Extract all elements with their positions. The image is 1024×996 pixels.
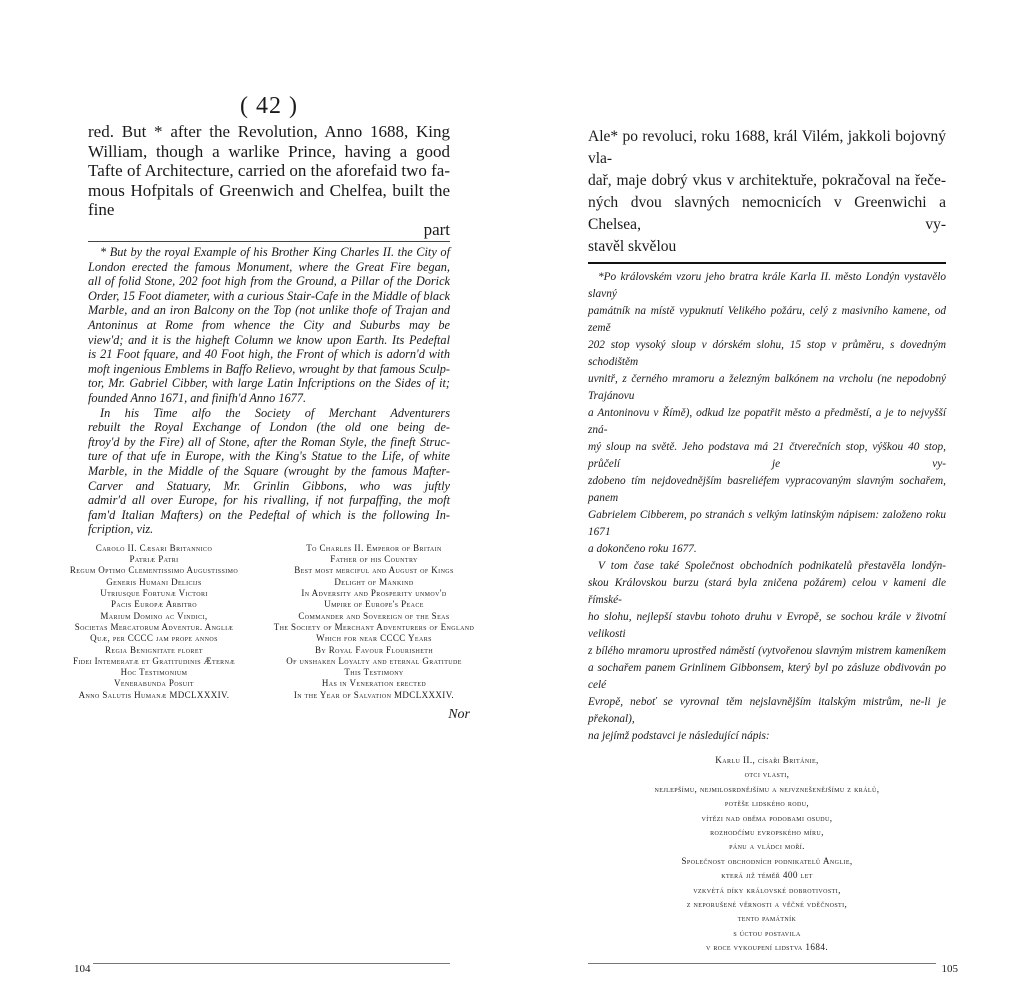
inscription-line: potěše lidského rodu, <box>724 798 810 809</box>
footnote-line: rebuilt the Royal Exchange of London (the old one being de- <box>88 420 450 435</box>
inscription-line: Anno Salutis Humanæ MDCLXXXIV. <box>78 689 230 700</box>
footnote-line: In his Time alfo the Society of Merchant Adventurers <box>100 405 450 420</box>
inscription-line: Delight of Mankind <box>334 576 414 587</box>
facsimile-footnote <box>88 245 450 537</box>
text-line: ných dvou slavných nemocnicích v Greenwichi a Chelsea, vy- <box>588 194 946 233</box>
text-line: Tafte of Architecture, carried on the aforefaid two fa- <box>88 161 450 180</box>
footnote-line: is 21 Foot fquare, and 40 Foot high, the Front of which is adorn'd with <box>88 347 450 362</box>
inscription-line: Karlu II., císaři Británie, <box>715 755 819 765</box>
footnote-line: uvnitř, z černého mramoru a železným balkónem na vrcholu (ne nepodobný Trajánovu <box>588 373 946 402</box>
footnote-line: Marble, and an iron Balcony on the Top (not unlike thofe of Trajan and <box>88 303 450 318</box>
footnote-line: ho slohu, nejlepší stavbu tohoto druhu v Evropě, se sochou krále v životní velikosti <box>588 611 946 640</box>
inscription-line: vzkvétá díky královské dobrotivosti, <box>693 884 841 895</box>
footnote-line: London erected the famous Monument, where the Great Fire began, <box>88 259 450 274</box>
inscription-line: Quæ, per CCCC jam prope annos <box>90 633 218 644</box>
inscription-line: otci vlasti, <box>744 769 790 780</box>
footnote-line: na jejímž podstavci je následující nápis: <box>588 730 770 742</box>
facsimile-page-number: ( 42 ) <box>240 93 298 119</box>
footnote-line: 202 stop vysoký sloup v dórském slohu, 15 stop v průměru, s dovedným schodištěm <box>588 339 946 368</box>
inscription-line: Of unshaken Loyalty and eternal Gratitude <box>286 655 462 666</box>
inscription-line: Patriæ Patri <box>129 554 179 565</box>
inscription-line: Utriusque Fortunæ Victori <box>100 588 208 599</box>
footnote-line: památník na místě vypuknutí Velikého požáru, celý z masivního kamene, od země <box>588 305 946 334</box>
inscription-line: The Society of Merchant Adventurers of England <box>273 621 475 632</box>
inscription-line: pánu a vládci moří. <box>729 841 805 852</box>
inscription-line: Venerabunda Posuit <box>114 678 194 689</box>
footnote-line: z bílého mramoru uprostřed náměstí (vytvořenou slavným mistrem kameníkem <box>588 645 946 657</box>
english-inscription <box>270 543 478 701</box>
text-line: stavěl skvělou <box>588 238 677 255</box>
inscription-line: Společnost obchodních podnikatelů Anglie, <box>681 855 853 866</box>
text-line: dař, maje dobrý vkus v architektuře, pokračoval na řeče- <box>588 172 946 189</box>
latin-inscription <box>48 543 260 701</box>
footnote-line: a Antoninovu v Římě), odkud lze popatřit město a předměstí, a je to nejvyšší zná- <box>588 407 946 436</box>
inscription-line: Commander and Sovereign of the Seas <box>298 610 450 621</box>
inscription-line: tento památník <box>737 913 797 924</box>
inscription-line: Carolo II. Cæsari Britannico <box>95 542 213 553</box>
inscription-line: This Testimony <box>344 667 404 678</box>
translation-main-text <box>588 126 946 258</box>
footnote-line: fam'd Italian Mafters) on the Pedeftal of which is the following In- <box>88 507 450 522</box>
translation-footnote <box>588 269 946 745</box>
footnote-line: admir'd all over Europe, for his rivalling, if not furpaffing, the moft <box>88 493 450 508</box>
inscription-line: Regum Optimo Clementissimo Augustissimo <box>69 565 239 576</box>
inscription-line: Father of his Country <box>330 554 418 565</box>
footnote-line: zdobeno tím nejdovednějším basreliéfem vypracovaným slavným sochařem, panem <box>588 475 946 504</box>
inscription-line: vítězi nad oběma podobami osudu, <box>701 812 833 823</box>
text-line: Ale* po revoluci, roku 1688, král Vilém, jakkoli bojovný vla- <box>588 128 946 167</box>
footnote-line: mý sloup na světě. Jeho podstava má 21 čtverečních stop, výškou 40 stop, průčelí je vy- <box>588 441 946 470</box>
inscription-line: Fidei Intemeratæ et Gratitudinis Æternæ <box>72 655 236 666</box>
footnote-line: Order, 15 Foot diameter, with a curious Stair-Cafe in the Middle of black <box>88 288 450 303</box>
folio-row <box>74 955 450 976</box>
inscription-line: Best most merciful and August of Kings <box>294 565 454 576</box>
catchword: Nor <box>448 707 470 723</box>
footnote-line: ture of that ufe in Europe, with the King's Statue to the Life, of white <box>88 449 450 464</box>
inscription-line: z neporušené věrnosti a věčné vděčnosti, <box>686 899 848 910</box>
footnote-line: Gabrielem Cibberem, po stranách s velkým latinským nápisem: založeno roku 1671 <box>588 509 946 538</box>
inscription-line: nejlepšímu, nejmilosrdnějšímu a nejvznešenějšímu z králů, <box>654 783 880 794</box>
czech-inscription <box>588 753 946 955</box>
facsimile-main-text <box>88 122 450 239</box>
text-line: mous Hofpitals of Greenwich and Chelfea, built the fine <box>88 180 450 219</box>
folio-rule <box>588 963 936 964</box>
inscription-line: v roce vykoupení lidstva 1684. <box>705 942 829 953</box>
footnote-line: view'd; and it is the higheft Column we know upon Earth. Its Pedeftal <box>88 332 450 347</box>
inscription-line: To Charles II. Emperor of Britain <box>306 542 442 553</box>
footnote-line: all of folid Stone, 202 foot high from the Ground, a Pillar of the Dorick <box>88 274 450 289</box>
footnote-rule <box>88 241 450 242</box>
folio-number: 105 <box>941 962 958 975</box>
inscription-line: By Royal Favour Flourisheth <box>314 644 434 655</box>
inscription-line: In Adversity and Prosperity unmov'd <box>301 588 447 599</box>
footnote-line: V tom čase také Společnost obchodních podnikatelů přestavěla londýn- <box>598 560 946 572</box>
folio-number: 104 <box>74 962 91 975</box>
footnote-line: Antoninus at Rome from whence the City and Suburbs may be <box>88 317 450 332</box>
inscription-line: která již téměř 400 let <box>721 870 813 881</box>
text-line: red. But * after the Revolution, Anno 1688, King <box>88 122 450 141</box>
inscription-line: Which for near CCCC Years <box>316 633 432 644</box>
footnote-line: founded Anno 1671, and finifh'd Anno 1677. <box>88 390 307 405</box>
footnote-line: Evropě, neboť se vyrovnal těm nejslavnějším italským mistrům, ne-li je překonal), <box>588 696 946 725</box>
text-line: William, though a warlike Prince, having a good <box>88 141 450 161</box>
footnote-line: a sochařem panem Grinlinem Gibbonsem, který byl po zásluze obdivován po celé <box>588 662 946 691</box>
footnote-line: skou Královskou burzu (stará byla zničena požárem) celou v kameni dle římské- <box>588 577 946 606</box>
inscription-line: Societas Mercatorum Adventur. Angliæ <box>74 621 234 632</box>
inscription-line: Regia Benignitate floret <box>105 644 203 655</box>
text-line: part <box>423 219 450 239</box>
inscription-line: Hoc Testimonium <box>120 667 188 678</box>
inscription-line: Pacis Europæ Arbitro <box>110 599 198 610</box>
inscription-line: Generis Humani Delicijs <box>106 576 202 587</box>
footnote-line: moft ingenious Emblems in Baffo Relievo, wrought by that famous Sculp- <box>88 361 450 376</box>
footnote-line: Marble, in the Middle of the Square (wrought by the famous Mafter- <box>88 463 450 478</box>
footnote-line: ftroy'd by the Fire) all of Stone, after the Roman Style, the fineft Struc- <box>88 434 450 449</box>
inscription-line: s úctou postavila <box>733 927 801 938</box>
footnote-line: Carver and Statuary, Mr. Grinlin Gibbons, who was juftly <box>88 478 450 493</box>
inscription-line: Marium Domino ac Vindici, <box>100 610 208 621</box>
inscriptions <box>48 543 478 701</box>
right-page <box>512 0 1024 996</box>
footnote-line: tor, Mr. Gabriel Cibber, with large Latin Infcriptions on the Sides of it; <box>88 376 450 391</box>
footnote-line: * But by the royal Example of his Brother King Charles II. the City of <box>100 245 450 259</box>
inscription-line: rozhodčímu evropského míru, <box>710 827 824 838</box>
inscription-line: In the Year of Salvation MDCLXXXIV. <box>293 689 455 700</box>
inscription-line: Umpire of Europe's Peace <box>324 599 424 610</box>
footnote-rule <box>588 262 946 264</box>
footnote-line: fcription, viz. <box>88 522 154 537</box>
folio-rule <box>93 963 451 964</box>
footnote-line: *Po královském vzoru jeho bratra krále Karla II. město Londýn vystavělo slavný <box>588 271 946 300</box>
folio-row <box>588 955 958 976</box>
footnote-line: a dokončeno roku 1677. <box>588 543 697 555</box>
inscription-line: Has in Veneration erected <box>321 678 427 689</box>
